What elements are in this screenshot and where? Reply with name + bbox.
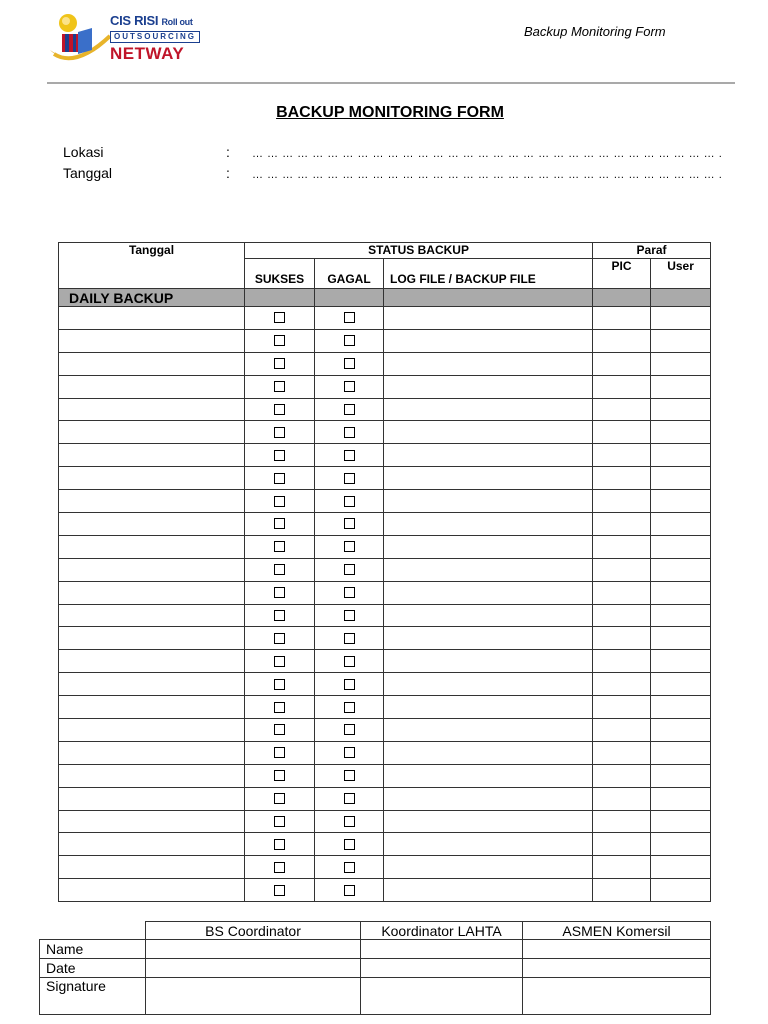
- sukses-cell[interactable]: [245, 741, 315, 764]
- logo-title: CIS RISI Roll out: [110, 13, 193, 28]
- sukses-checkbox[interactable]: [274, 404, 285, 415]
- sukses-cell[interactable]: [245, 764, 315, 787]
- gagal-checkbox[interactable]: [344, 381, 355, 392]
- table-row: [59, 833, 711, 856]
- gagal-cell[interactable]: [315, 467, 384, 490]
- header-user: User: [651, 259, 711, 289]
- user-cell[interactable]: [651, 375, 711, 398]
- sig-cell[interactable]: [523, 978, 711, 1015]
- gagal-checkbox[interactable]: [344, 358, 355, 369]
- gagal-cell[interactable]: [315, 833, 384, 856]
- user-cell[interactable]: [651, 696, 711, 719]
- gagal-cell[interactable]: [315, 856, 384, 879]
- sig-col-asmen-komersil: ASMEN Komersil: [523, 922, 711, 940]
- date-cell[interactable]: [59, 741, 245, 764]
- pic-cell[interactable]: [593, 604, 651, 627]
- user-cell[interactable]: [651, 421, 711, 444]
- log-cell[interactable]: [384, 490, 593, 513]
- log-cell[interactable]: [384, 352, 593, 375]
- user-cell[interactable]: [651, 810, 711, 833]
- pic-cell[interactable]: [593, 421, 651, 444]
- sukses-checkbox[interactable]: [274, 702, 285, 713]
- gagal-checkbox[interactable]: [344, 816, 355, 827]
- logo-brand: NETWAY: [110, 44, 185, 63]
- netway-logo-icon: [48, 10, 112, 68]
- pic-cell[interactable]: [593, 490, 651, 513]
- table-row: [59, 879, 711, 902]
- pic-cell[interactable]: [593, 650, 651, 673]
- date-cell[interactable]: [59, 352, 245, 375]
- table-row: [59, 581, 711, 604]
- gagal-checkbox[interactable]: [344, 450, 355, 461]
- date-cell[interactable]: [59, 696, 245, 719]
- header-gagal: GAGAL: [315, 259, 384, 289]
- sukses-checkbox[interactable]: [274, 518, 285, 529]
- table-row: [59, 375, 711, 398]
- date-cell[interactable]: [59, 467, 245, 490]
- gagal-cell[interactable]: [315, 329, 384, 352]
- sukses-checkbox[interactable]: [274, 724, 285, 735]
- sukses-checkbox[interactable]: [274, 541, 285, 552]
- field-label: Tanggal: [63, 165, 113, 181]
- pic-cell[interactable]: [593, 352, 651, 375]
- user-cell[interactable]: [651, 604, 711, 627]
- user-cell[interactable]: [651, 856, 711, 879]
- sukses-checkbox[interactable]: [274, 473, 285, 484]
- gagal-cell[interactable]: [315, 421, 384, 444]
- log-cell[interactable]: [384, 558, 593, 581]
- gagal-checkbox[interactable]: [344, 839, 355, 850]
- pic-cell[interactable]: [593, 444, 651, 467]
- date-cell[interactable]: [59, 375, 245, 398]
- sukses-checkbox[interactable]: [274, 427, 285, 438]
- table-row: [59, 352, 711, 375]
- sig-row-signature: Signature: [40, 978, 146, 1015]
- date-cell[interactable]: [59, 810, 245, 833]
- gagal-checkbox[interactable]: [344, 587, 355, 598]
- gagal-cell[interactable]: [315, 535, 384, 558]
- sukses-checkbox[interactable]: [274, 816, 285, 827]
- date-cell[interactable]: [59, 490, 245, 513]
- pic-cell[interactable]: [593, 398, 651, 421]
- gagal-checkbox[interactable]: [344, 496, 355, 507]
- gagal-checkbox[interactable]: [344, 633, 355, 644]
- sukses-cell[interactable]: [245, 467, 315, 490]
- sukses-cell[interactable]: [245, 558, 315, 581]
- date-cell[interactable]: [59, 329, 245, 352]
- sukses-checkbox[interactable]: [274, 770, 285, 781]
- gagal-cell[interactable]: [315, 650, 384, 673]
- pic-cell[interactable]: [593, 535, 651, 558]
- gagal-cell[interactable]: [315, 307, 384, 330]
- gagal-cell[interactable]: [315, 513, 384, 536]
- gagal-checkbox[interactable]: [344, 610, 355, 621]
- user-cell[interactable]: [651, 513, 711, 536]
- gagal-checkbox[interactable]: [344, 747, 355, 758]
- user-cell[interactable]: [651, 879, 711, 902]
- user-cell[interactable]: [651, 741, 711, 764]
- log-cell[interactable]: [384, 696, 593, 719]
- sukses-cell[interactable]: [245, 513, 315, 536]
- table-row: [59, 787, 711, 810]
- header-log-file: LOG FILE / BACKUP FILE: [384, 259, 593, 289]
- gagal-checkbox[interactable]: [344, 656, 355, 667]
- gagal-checkbox[interactable]: [344, 427, 355, 438]
- table-row: [59, 307, 711, 330]
- sukses-cell[interactable]: [245, 604, 315, 627]
- log-cell[interactable]: [384, 650, 593, 673]
- sukses-cell[interactable]: [245, 444, 315, 467]
- field-value: … … … … … … … … … … … … … … … … … … … … … … … … … … … … … … … .: [252, 148, 723, 160]
- pic-cell[interactable]: [593, 879, 651, 902]
- gagal-checkbox[interactable]: [344, 518, 355, 529]
- sukses-cell[interactable]: [245, 307, 315, 330]
- date-cell[interactable]: [59, 650, 245, 673]
- table-row: [59, 764, 711, 787]
- gagal-checkbox[interactable]: [344, 312, 355, 323]
- gagal-cell[interactable]: [315, 879, 384, 902]
- sukses-checkbox[interactable]: [274, 633, 285, 644]
- user-cell[interactable]: [651, 307, 711, 330]
- gagal-cell[interactable]: [315, 604, 384, 627]
- gagal-cell[interactable]: [315, 558, 384, 581]
- date-cell[interactable]: [59, 879, 245, 902]
- date-cell[interactable]: [59, 581, 245, 604]
- gagal-cell[interactable]: [315, 764, 384, 787]
- field-colon: :: [226, 165, 230, 181]
- gagal-checkbox[interactable]: [344, 679, 355, 690]
- pic-cell[interactable]: [593, 467, 651, 490]
- log-cell[interactable]: [384, 421, 593, 444]
- sukses-cell[interactable]: [245, 581, 315, 604]
- header-tanggal: Tanggal: [59, 243, 245, 289]
- table-row: [59, 513, 711, 536]
- sukses-cell[interactable]: [245, 535, 315, 558]
- gagal-checkbox[interactable]: [344, 770, 355, 781]
- sig-row-date: Date: [40, 959, 146, 978]
- sukses-checkbox[interactable]: [274, 587, 285, 598]
- pic-cell[interactable]: [593, 856, 651, 879]
- date-cell[interactable]: [59, 673, 245, 696]
- gagal-cell[interactable]: [315, 719, 384, 742]
- section-label: DAILY BACKUP: [59, 289, 245, 307]
- pic-cell[interactable]: [593, 673, 651, 696]
- sukses-checkbox[interactable]: [274, 335, 285, 346]
- user-cell[interactable]: [651, 490, 711, 513]
- field-label: Lokasi: [63, 144, 104, 160]
- pic-cell[interactable]: [593, 513, 651, 536]
- sig-row-name: Name: [40, 940, 146, 959]
- sukses-cell[interactable]: [245, 673, 315, 696]
- date-cell[interactable]: [59, 421, 245, 444]
- table-row: [59, 490, 711, 513]
- log-cell[interactable]: [384, 329, 593, 352]
- sig-cell[interactable]: [523, 940, 711, 959]
- log-cell[interactable]: [384, 581, 593, 604]
- gagal-cell[interactable]: [315, 581, 384, 604]
- user-cell[interactable]: [651, 398, 711, 421]
- header-status-backup: STATUS BACKUP: [245, 243, 593, 259]
- gagal-checkbox[interactable]: [344, 793, 355, 804]
- gagal-checkbox[interactable]: [344, 335, 355, 346]
- pic-cell[interactable]: [593, 627, 651, 650]
- user-cell[interactable]: [651, 764, 711, 787]
- log-cell[interactable]: [384, 673, 593, 696]
- sukses-checkbox[interactable]: [274, 496, 285, 507]
- date-cell[interactable]: [59, 764, 245, 787]
- pic-cell[interactable]: [593, 558, 651, 581]
- log-cell[interactable]: [384, 535, 593, 558]
- sukses-cell[interactable]: [245, 856, 315, 879]
- user-cell[interactable]: [651, 719, 711, 742]
- log-cell[interactable]: [384, 741, 593, 764]
- log-cell[interactable]: [384, 833, 593, 856]
- table-row: [59, 650, 711, 673]
- sig-cell[interactable]: [146, 940, 361, 959]
- log-cell[interactable]: [384, 444, 593, 467]
- date-cell[interactable]: [59, 398, 245, 421]
- date-cell[interactable]: [59, 513, 245, 536]
- section-daily-backup: [59, 289, 711, 307]
- gagal-checkbox[interactable]: [344, 404, 355, 415]
- table-row: [59, 696, 711, 719]
- pic-cell[interactable]: [593, 696, 651, 719]
- user-cell[interactable]: [651, 627, 711, 650]
- sukses-checkbox[interactable]: [274, 839, 285, 850]
- field-colon: :: [226, 144, 230, 160]
- log-cell[interactable]: [384, 627, 593, 650]
- user-cell[interactable]: [651, 833, 711, 856]
- pic-cell[interactable]: [593, 810, 651, 833]
- pic-cell[interactable]: [593, 741, 651, 764]
- pic-cell[interactable]: [593, 375, 651, 398]
- sukses-cell[interactable]: [245, 375, 315, 398]
- sukses-cell[interactable]: [245, 787, 315, 810]
- date-cell[interactable]: [59, 719, 245, 742]
- date-cell[interactable]: [59, 558, 245, 581]
- sukses-checkbox[interactable]: [274, 564, 285, 575]
- user-cell[interactable]: [651, 581, 711, 604]
- sig-col-koordinator-lahta: Koordinator LAHTA: [361, 922, 523, 940]
- header-divider: [47, 82, 735, 84]
- table-row: [59, 719, 711, 742]
- sukses-cell[interactable]: [245, 696, 315, 719]
- sig-cell[interactable]: [361, 940, 523, 959]
- sukses-cell[interactable]: [245, 398, 315, 421]
- gagal-checkbox[interactable]: [344, 724, 355, 735]
- date-cell[interactable]: [59, 604, 245, 627]
- date-cell[interactable]: [59, 833, 245, 856]
- user-cell[interactable]: [651, 444, 711, 467]
- table-row: [59, 627, 711, 650]
- gagal-checkbox[interactable]: [344, 862, 355, 873]
- sig-cell[interactable]: [146, 959, 361, 978]
- log-cell[interactable]: [384, 764, 593, 787]
- pic-cell[interactable]: [593, 581, 651, 604]
- log-cell[interactable]: [384, 467, 593, 490]
- sukses-cell[interactable]: [245, 627, 315, 650]
- gagal-cell[interactable]: [315, 810, 384, 833]
- gagal-cell[interactable]: [315, 444, 384, 467]
- gagal-cell[interactable]: [315, 352, 384, 375]
- user-cell[interactable]: [651, 558, 711, 581]
- sig-cell[interactable]: [361, 959, 523, 978]
- log-cell[interactable]: [384, 513, 593, 536]
- table-row: [59, 467, 711, 490]
- table-row: [59, 856, 711, 879]
- pic-cell[interactable]: [593, 787, 651, 810]
- user-cell[interactable]: [651, 673, 711, 696]
- gagal-checkbox[interactable]: [344, 702, 355, 713]
- table-row: [59, 741, 711, 764]
- sukses-cell[interactable]: [245, 490, 315, 513]
- table-row: [59, 535, 711, 558]
- sukses-cell[interactable]: [245, 352, 315, 375]
- user-cell[interactable]: [651, 329, 711, 352]
- sukses-cell[interactable]: [245, 879, 315, 902]
- gagal-cell[interactable]: [315, 787, 384, 810]
- backup-table: [58, 242, 711, 902]
- sukses-cell[interactable]: [245, 810, 315, 833]
- sukses-checkbox[interactable]: [274, 679, 285, 690]
- header-title: Backup Monitoring Form: [524, 24, 666, 39]
- signature-table: [39, 921, 711, 1015]
- user-cell[interactable]: [651, 467, 711, 490]
- table-row: [59, 421, 711, 444]
- log-cell[interactable]: [384, 879, 593, 902]
- date-cell[interactable]: [59, 856, 245, 879]
- date-cell[interactable]: [59, 444, 245, 467]
- document-title: BACKUP MONITORING FORM: [276, 104, 504, 121]
- sukses-checkbox[interactable]: [274, 450, 285, 461]
- pic-cell[interactable]: [593, 307, 651, 330]
- field-tanggal: [63, 165, 722, 181]
- date-cell[interactable]: [59, 787, 245, 810]
- table-row: [59, 673, 711, 696]
- sukses-checkbox[interactable]: [274, 862, 285, 873]
- gagal-cell[interactable]: [315, 696, 384, 719]
- user-cell[interactable]: [651, 535, 711, 558]
- sukses-checkbox[interactable]: [274, 381, 285, 392]
- sig-cell[interactable]: [523, 959, 711, 978]
- log-cell[interactable]: [384, 375, 593, 398]
- table-row: [59, 810, 711, 833]
- gagal-cell[interactable]: [315, 673, 384, 696]
- gagal-cell[interactable]: [315, 741, 384, 764]
- table-row: [59, 444, 711, 467]
- sukses-checkbox[interactable]: [274, 358, 285, 369]
- user-cell[interactable]: [651, 787, 711, 810]
- log-cell[interactable]: [384, 307, 593, 330]
- gagal-checkbox[interactable]: [344, 541, 355, 552]
- sukses-cell[interactable]: [245, 329, 315, 352]
- log-cell[interactable]: [384, 604, 593, 627]
- sukses-cell[interactable]: [245, 833, 315, 856]
- header-paraf: Paraf: [593, 243, 711, 259]
- pic-cell[interactable]: [593, 329, 651, 352]
- gagal-cell[interactable]: [315, 627, 384, 650]
- log-cell[interactable]: [384, 810, 593, 833]
- date-cell[interactable]: [59, 535, 245, 558]
- log-cell[interactable]: [384, 787, 593, 810]
- pic-cell[interactable]: [593, 833, 651, 856]
- table-row: [59, 558, 711, 581]
- gagal-checkbox[interactable]: [344, 885, 355, 896]
- header-sukses: SUKSES: [245, 259, 315, 289]
- sig-cell[interactable]: [146, 978, 361, 1015]
- sukses-checkbox[interactable]: [274, 610, 285, 621]
- field-lokasi: [63, 144, 722, 160]
- gagal-cell[interactable]: [315, 398, 384, 421]
- date-cell[interactable]: [59, 627, 245, 650]
- gagal-cell[interactable]: [315, 490, 384, 513]
- sukses-checkbox[interactable]: [274, 793, 285, 804]
- field-value: … … … … … … … … … … … … … … … … … … … … … … … … … … … … … … … .: [252, 169, 723, 181]
- gagal-checkbox[interactable]: [344, 473, 355, 484]
- user-cell[interactable]: [651, 352, 711, 375]
- table-row: [59, 398, 711, 421]
- sukses-checkbox[interactable]: [274, 312, 285, 323]
- sukses-cell[interactable]: [245, 650, 315, 673]
- log-cell[interactable]: [384, 719, 593, 742]
- log-cell[interactable]: [384, 398, 593, 421]
- table-row: [59, 604, 711, 627]
- sukses-cell[interactable]: [245, 719, 315, 742]
- sig-col-bs-coordinator: BS Coordinator: [146, 922, 361, 940]
- gagal-checkbox[interactable]: [344, 564, 355, 575]
- user-cell[interactable]: [651, 650, 711, 673]
- log-cell[interactable]: [384, 856, 593, 879]
- gagal-cell[interactable]: [315, 375, 384, 398]
- sig-cell[interactable]: [361, 978, 523, 1015]
- pic-cell[interactable]: [593, 719, 651, 742]
- sukses-checkbox[interactable]: [274, 885, 285, 896]
- sukses-checkbox[interactable]: [274, 656, 285, 667]
- logo-subtitle: OUTSOURCING: [110, 31, 200, 43]
- table-row: [59, 329, 711, 352]
- sukses-checkbox[interactable]: [274, 747, 285, 758]
- pic-cell[interactable]: [593, 764, 651, 787]
- header-pic: PIC: [593, 259, 651, 289]
- date-cell[interactable]: [59, 307, 245, 330]
- sukses-cell[interactable]: [245, 421, 315, 444]
